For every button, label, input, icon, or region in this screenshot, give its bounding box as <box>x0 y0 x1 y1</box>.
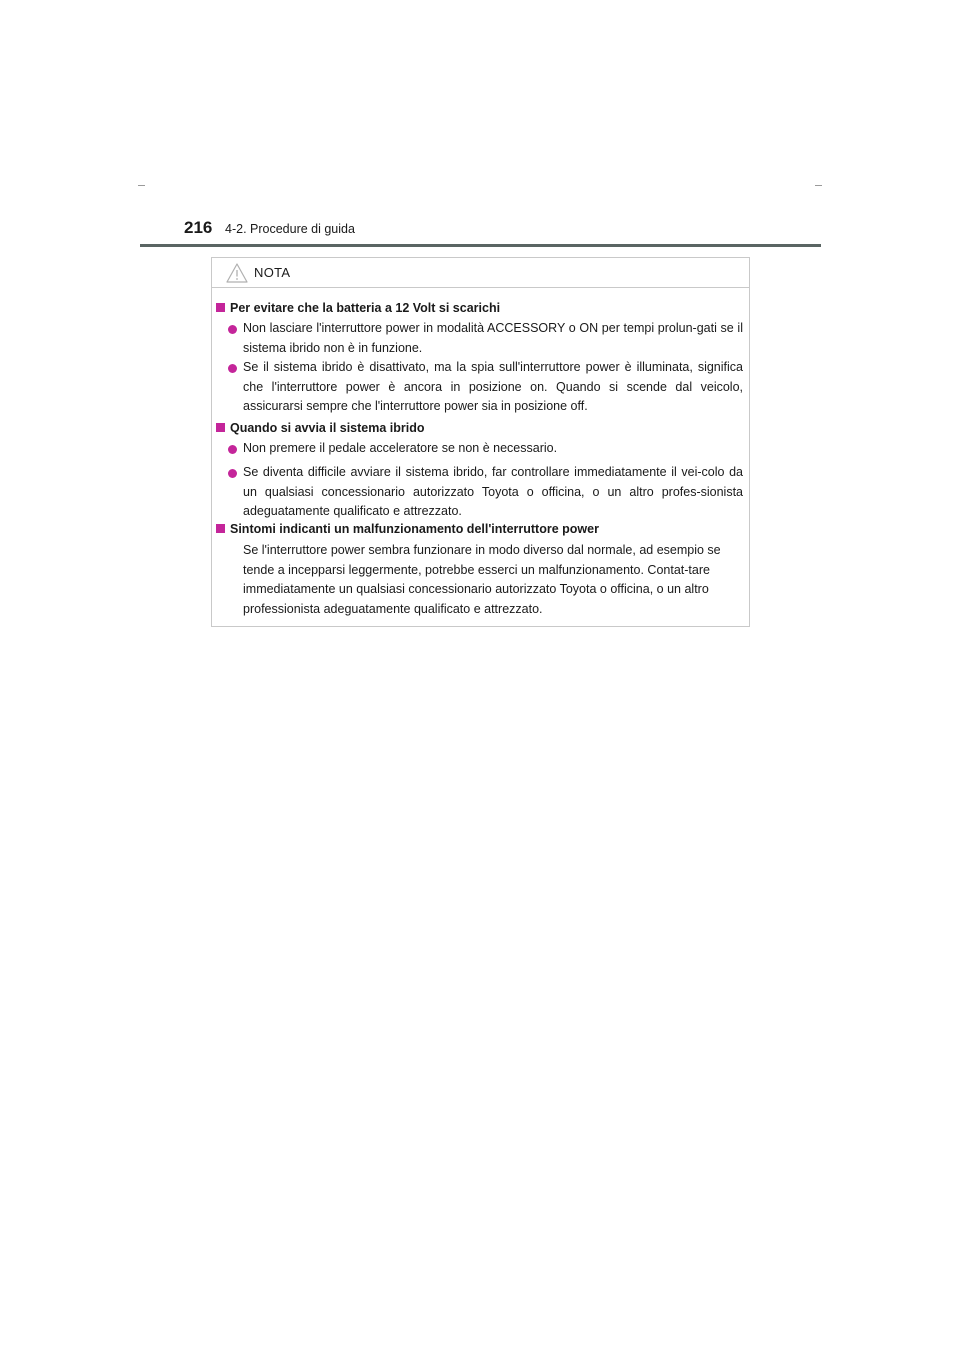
section-heading: Sintomi indicanti un malfunzionamento dell'interruttore power <box>216 519 599 539</box>
crop-mark-right <box>815 185 822 186</box>
round-bullet-icon <box>228 469 237 478</box>
round-bullet-icon <box>228 445 237 454</box>
page-number: 216 <box>184 218 213 237</box>
note-title: NOTA <box>254 265 291 280</box>
section-heading: Quando si avvia il sistema ibrido <box>216 418 425 438</box>
section-paragraph: Se l'interruttore power sembra funzionare in modo diverso dal normale, ad esempio se tende a incepparsi leggermente, potrebbe esserci un malfunzionamento. Contat-tare immediatamente un qualsiasi concessionario autorizzato Toyota o officina, o un altro professionista adeguatamente qualificato e attrezzato. <box>243 543 721 616</box>
round-bullet-icon <box>228 364 237 373</box>
list-item: Se il sistema ibrido è disattivato, ma la spia sull'interruttore power è illuminata, significa che l'interruttore power è ancora in posizione on. Quando si scende dal veicolo, assicurarsi sempre che l'interruttore power sia in posizione off. <box>243 360 743 413</box>
list-item: Se diventa difficile avviare il sistema ibrido, far controllare immediatamente il vei-colo da un qualsiasi concessionario autorizzato Toyota o officina, o un altro profes-sionista adeguatamente qualificato e attrezzato. <box>243 465 743 518</box>
square-bullet-icon <box>216 423 225 432</box>
list-item: Non premere il pedale acceleratore se non è necessario. <box>243 441 558 455</box>
warning-triangle-icon <box>226 263 248 283</box>
square-bullet-icon <box>216 524 225 533</box>
crop-mark-left <box>138 185 145 186</box>
list-item: Non lasciare l'interruttore power in modalità ACCESSORY o ON per tempi prolun-gati se il sistema ibrido non è in funzione. <box>243 321 743 355</box>
section-title: 4-2. Procedure di guida <box>225 222 355 236</box>
section-heading: Per evitare che la batteria a 12 Volt si scarichi <box>216 298 500 318</box>
note-header <box>212 258 749 288</box>
note-box <box>211 257 750 627</box>
round-bullet-icon <box>228 325 237 334</box>
header-rule <box>140 244 821 247</box>
square-bullet-icon <box>216 303 225 312</box>
